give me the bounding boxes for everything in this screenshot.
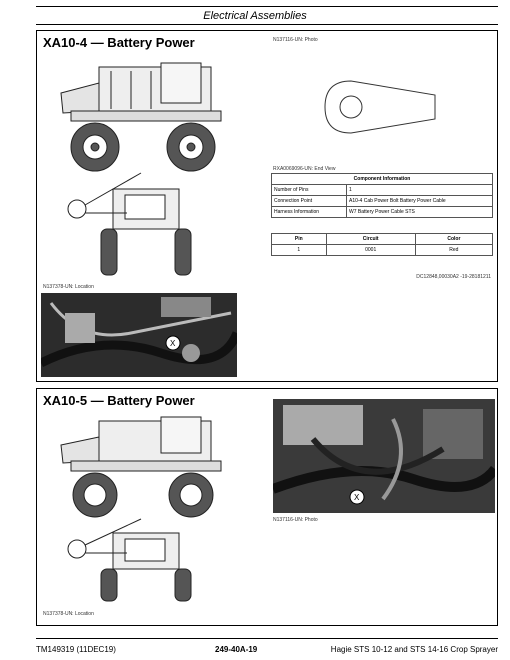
component-info-table bbox=[271, 173, 493, 218]
sprayer-location-illustration-2 bbox=[41, 411, 237, 603]
section-title: XA10-5 — Battery Power bbox=[43, 393, 195, 408]
col-color: Color bbox=[415, 234, 492, 245]
caption-photo-top: N137116-UN: Photo bbox=[273, 37, 318, 43]
col-pin: Pin bbox=[272, 234, 327, 245]
table-row bbox=[272, 207, 493, 218]
table-row bbox=[272, 196, 493, 207]
footer-doc-number: TM149319 (11DEC19) bbox=[36, 645, 116, 654]
section-xa10-4 bbox=[36, 30, 498, 382]
table-row bbox=[272, 245, 493, 256]
row-value: 1 bbox=[347, 185, 493, 196]
photo-callout-x: X bbox=[170, 339, 176, 348]
page-header-title: Electrical Assemblies bbox=[203, 10, 307, 22]
document-id: DC12848,00030A2 -19-28181211 bbox=[416, 274, 491, 280]
section-title: XA10-4 — Battery Power bbox=[43, 35, 195, 50]
footer-page-number: 249-40A-19 bbox=[215, 645, 258, 654]
caption-location: N137378-UN: Location bbox=[43, 611, 94, 617]
row-label: Harness Information bbox=[272, 207, 347, 218]
caption-end-view: RXA0069096-UN: End View bbox=[273, 166, 336, 172]
cell-pin: 1 bbox=[272, 245, 327, 256]
pin-circuit-table bbox=[271, 233, 493, 256]
cell-color: Red bbox=[415, 245, 492, 256]
row-value: A10-4 Cab Power Bolt Battery Power Cable bbox=[347, 196, 493, 207]
table-row bbox=[272, 185, 493, 196]
location-photo bbox=[41, 293, 237, 377]
component-info-heading: Component Information bbox=[272, 174, 493, 185]
cell-circuit: 0001 bbox=[326, 245, 415, 256]
footer-rule bbox=[36, 638, 498, 639]
row-label: Number of Pins bbox=[272, 185, 347, 196]
photo-callout-x: X bbox=[354, 493, 360, 502]
connector-photo bbox=[273, 399, 495, 513]
caption-photo: N137116-UN: Photo bbox=[273, 517, 318, 523]
sprayer-location-illustration bbox=[41, 53, 237, 281]
row-label: Connection Point bbox=[272, 196, 347, 207]
caption-location: N137378-UN: Location bbox=[43, 284, 94, 290]
row-value: W7 Battery Power Cable STS bbox=[347, 207, 493, 218]
header-top-rule bbox=[36, 6, 498, 7]
terminal-end-view-drawing bbox=[317, 77, 447, 137]
section-xa10-5 bbox=[36, 388, 498, 626]
col-circuit: Circuit bbox=[326, 234, 415, 245]
header-bottom-rule bbox=[36, 24, 498, 25]
footer-product-name: Hagie STS 10-12 and STS 14-16 Crop Sprayer bbox=[330, 645, 498, 654]
